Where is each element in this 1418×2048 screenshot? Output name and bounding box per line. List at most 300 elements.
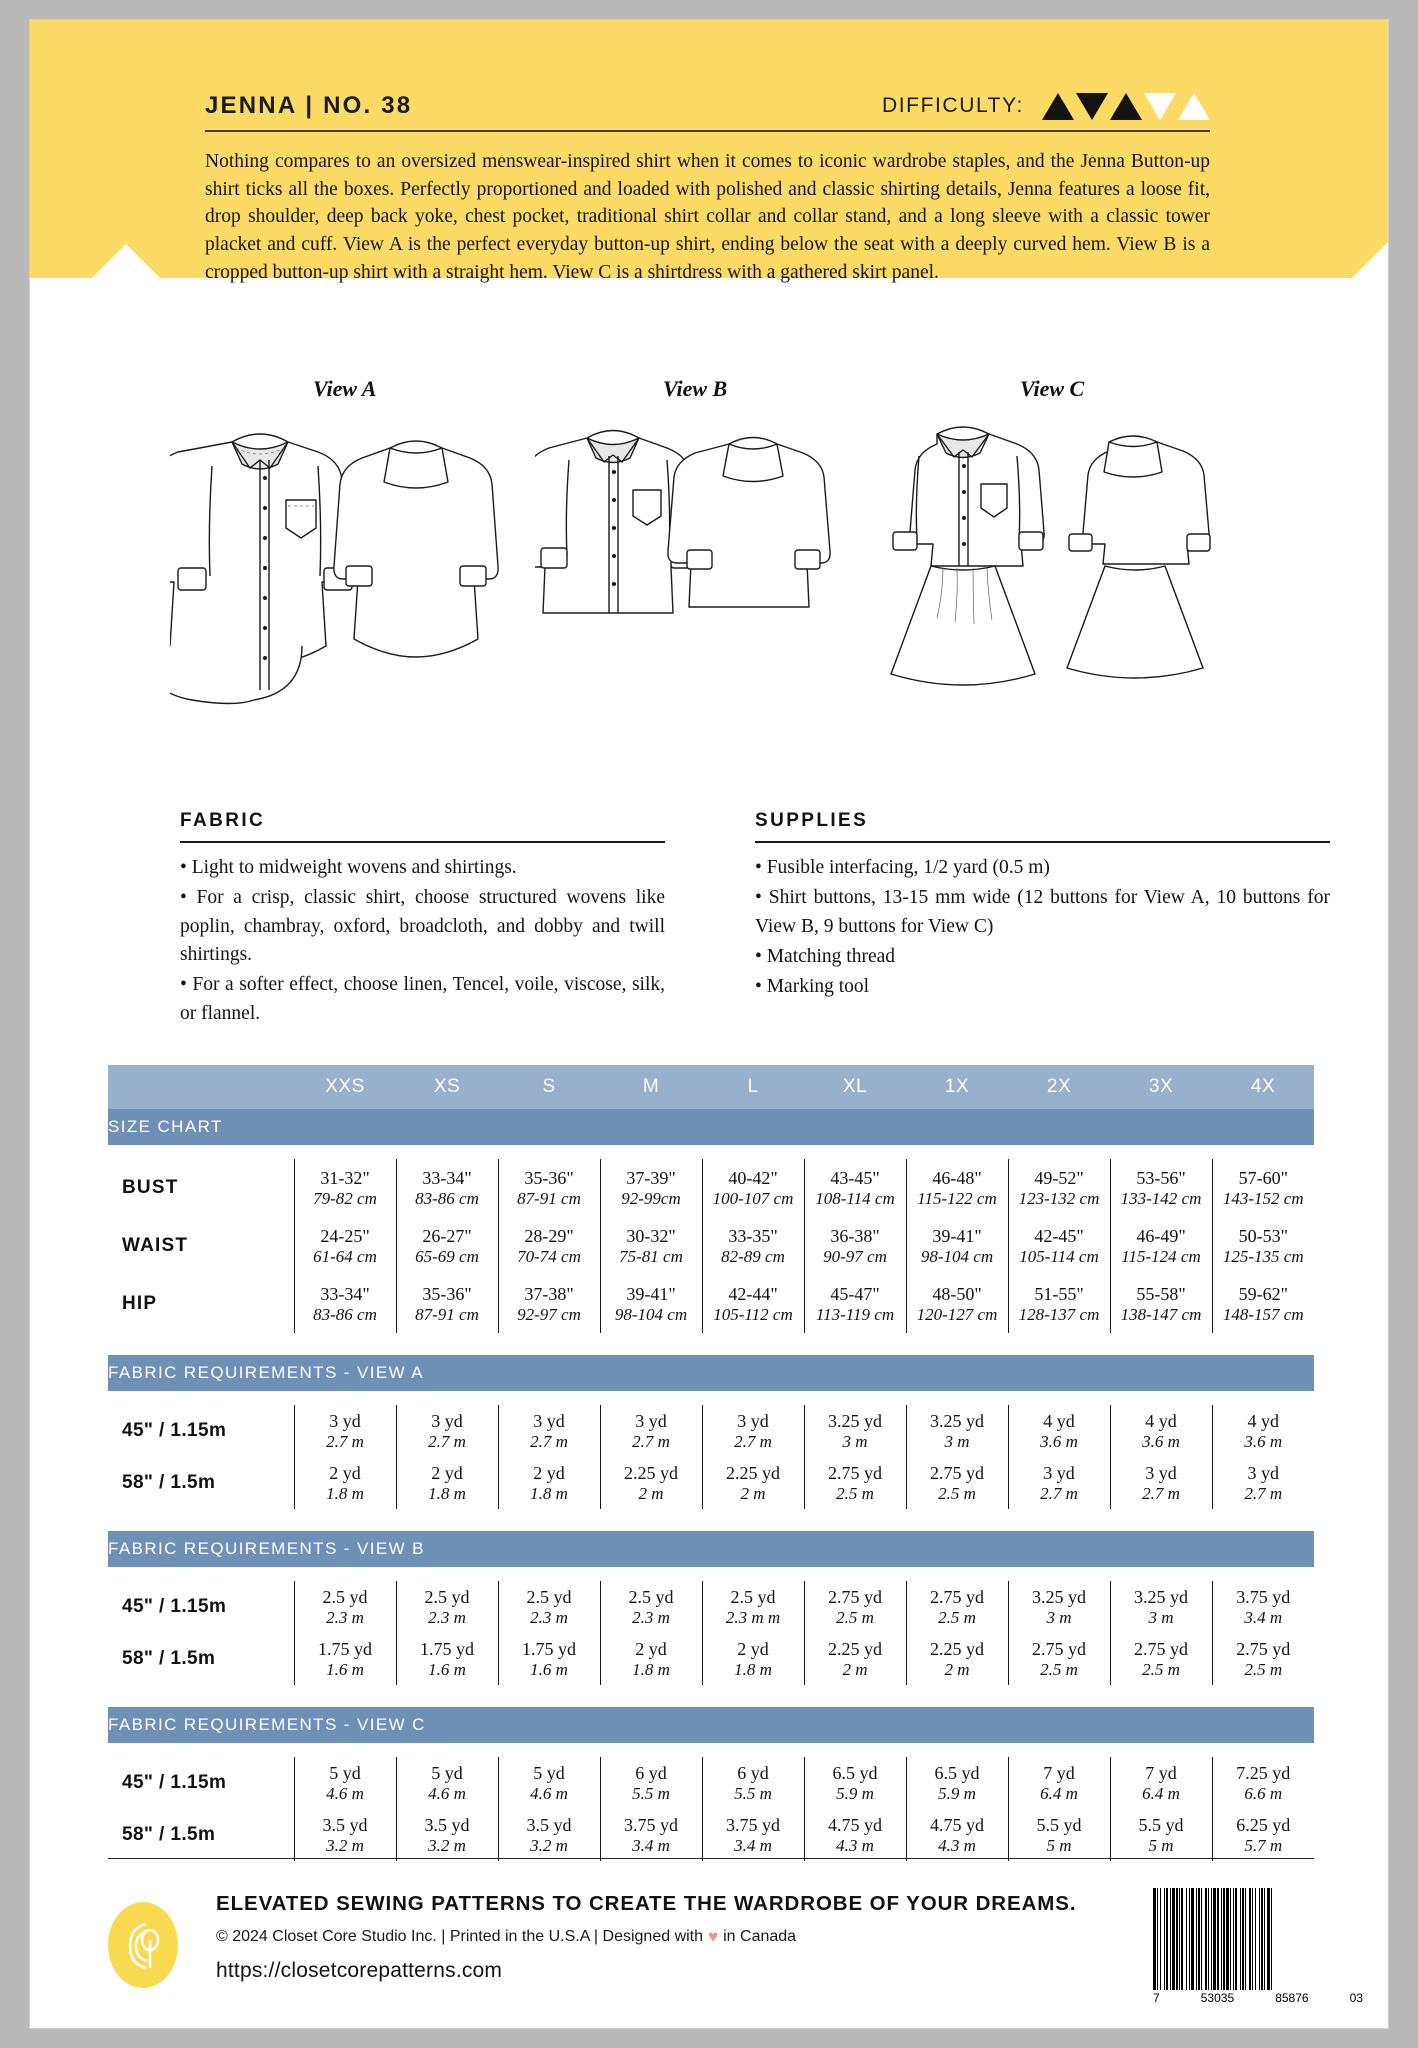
measurement-label: BUST	[108, 1159, 294, 1217]
yardage-cell	[600, 1457, 702, 1509]
value-cm: 105-114 cm	[1019, 1246, 1099, 1266]
view-a-band	[108, 1355, 1314, 1391]
yardage-cell	[294, 1457, 396, 1509]
yardage-cell	[804, 1405, 906, 1457]
value-yards: 6 yd	[737, 1762, 769, 1783]
yardage-cell	[906, 1809, 1008, 1861]
value-inches: 51-55"	[1034, 1283, 1084, 1304]
fabric-item: • Light to midweight wovens and shirtings.	[180, 856, 517, 878]
value-inches: 33-35"	[728, 1225, 778, 1246]
yardage-cell	[294, 1809, 396, 1861]
barcode	[1153, 1888, 1363, 2005]
view-c-label: View C	[1020, 376, 1085, 401]
value-inches: 46-48"	[932, 1167, 982, 1188]
value-meters: 1.6 m	[428, 1659, 466, 1679]
value-yards: 1.75 yd	[318, 1638, 372, 1659]
value-meters: 6.6 m	[1244, 1783, 1283, 1803]
yardage-cell	[294, 1633, 396, 1685]
value-meters: 1.8 m	[428, 1483, 466, 1503]
triangle-down-empty-4	[1144, 93, 1176, 120]
value-inches: 39-41"	[626, 1283, 676, 1304]
measurement-cell	[294, 1275, 396, 1333]
value-meters: 2.7 m	[326, 1431, 364, 1451]
measurement-cell	[804, 1217, 906, 1275]
view-a-illustration	[170, 408, 500, 708]
value-meters: 2.3 m	[326, 1607, 364, 1627]
value-meters: 3.2 m	[530, 1835, 568, 1855]
barcode-digit-right: 03	[1349, 1991, 1363, 2005]
fabric-width-label: 58" / 1.5m	[108, 1457, 294, 1509]
value-meters: 3.2 m	[326, 1835, 364, 1855]
yardage-cell	[1212, 1633, 1314, 1685]
value-inches: 59-62"	[1238, 1283, 1288, 1304]
footer-divider	[108, 1858, 1314, 1859]
value-meters: 2 m	[740, 1483, 766, 1503]
measurement-cell	[1110, 1159, 1212, 1217]
value-yards: 2.75 yd	[828, 1462, 882, 1483]
website-url[interactable]: https://closetcorepatterns.com	[216, 1959, 503, 1982]
value-meters: 2.7 m	[632, 1431, 670, 1451]
value-cm: 90-97 cm	[823, 1246, 887, 1266]
value-cm: 65-69 cm	[415, 1246, 479, 1266]
value-meters: 6.4 m	[1142, 1783, 1180, 1803]
yardage-cell	[804, 1809, 906, 1861]
yardage-cell	[906, 1633, 1008, 1685]
page-title: JENNA | NO. 38	[205, 92, 413, 119]
measurement-cell	[498, 1159, 600, 1217]
table-row	[108, 1809, 1314, 1861]
barcode-digit-mid2: 85876	[1275, 1991, 1309, 2005]
table-row	[108, 1757, 1314, 1809]
value-yards: 7 yd	[1145, 1762, 1177, 1783]
value-meters: 3.2 m	[428, 1835, 466, 1855]
value-yards: 1.75 yd	[522, 1638, 576, 1659]
value-meters: 3 m	[944, 1431, 970, 1451]
value-yards: 3.25 yd	[930, 1410, 984, 1431]
value-cm: 75-81 cm	[619, 1246, 683, 1266]
technical-drawings	[30, 360, 1388, 790]
copyright-suffix: in Canada	[723, 1928, 797, 1945]
yardage-cell	[804, 1757, 906, 1809]
pattern-description: Nothing compares to an oversized menswear-inspired shirt when it comes to iconic wardrobe staples, and the Jenna Button-up shirt ticks all the boxes. Perfectly proportioned and loaded with polished and classic shirting details, Jenna features a loose fit, drop shoulder, deep back yoke, chest pocket, traditional shirt collar and collar stand, and a long sleeve with a classic tower placket and cuff. View A is the perfect everyday button-up shirt, ending below the seat with a deeply curved hem. View B is a cropped button-up shirt with a straight hem. View C is a shirtdress with a gathered skirt panel.	[205, 151, 1210, 283]
barcode-digit-mid1: 53035	[1200, 1991, 1235, 2005]
value-meters: 3.6 m	[1244, 1431, 1283, 1451]
value-yards: 2.25 yd	[930, 1638, 984, 1659]
yardage-cell	[600, 1757, 702, 1809]
value-yards: 2 yd	[533, 1462, 565, 1483]
value-yards: 3 yd	[533, 1410, 565, 1431]
value-meters: 3.4 m	[1244, 1607, 1283, 1627]
value-inches: 30-32"	[626, 1225, 676, 1246]
value-meters: 2.7 m	[530, 1431, 568, 1451]
value-cm: 82-89 cm	[721, 1246, 785, 1266]
size-header-xxs: XXS	[294, 1065, 396, 1109]
measurement-cell	[498, 1275, 600, 1333]
yardage-cell	[804, 1581, 906, 1633]
difficulty-label: DIFFICULTY:	[881, 94, 1024, 117]
value-yards: 3 yd	[1247, 1462, 1279, 1483]
value-meters: 4.3 m	[938, 1835, 976, 1855]
header-row	[205, 92, 1210, 120]
value-yards: 2.5 yd	[730, 1586, 776, 1607]
size-chart-band	[108, 1109, 1314, 1145]
value-yards: 3.5 yd	[424, 1814, 470, 1835]
copyright-text: © 2024 Closet Core Studio Inc. | Printed in the U.S.A | Designed with	[216, 1928, 704, 1945]
table-row	[108, 1405, 1314, 1457]
value-yards: 2.75 yd	[1134, 1638, 1188, 1659]
value-meters: 2.5 m	[1244, 1659, 1283, 1679]
value-meters: 2.3 m	[632, 1607, 670, 1627]
measurement-cell	[396, 1275, 498, 1333]
measurement-cell	[804, 1275, 906, 1333]
value-cm: 138-147 cm	[1120, 1304, 1202, 1324]
value-cm: 123-132 cm	[1018, 1188, 1100, 1208]
value-yards: 2.5 yd	[424, 1586, 470, 1607]
yardage-cell	[396, 1757, 498, 1809]
value-inches: 46-49"	[1136, 1225, 1186, 1246]
barcode-digit-left: 7	[1153, 1991, 1160, 2005]
value-yards: 2.5 yd	[628, 1586, 674, 1607]
value-meters: 2.3 m m	[725, 1607, 781, 1627]
size-header-xs: XS	[396, 1065, 498, 1109]
yardage-cell	[498, 1809, 600, 1861]
measurement-cell	[294, 1159, 396, 1217]
row-spacer	[108, 1567, 1314, 1581]
value-meters: 2.7 m	[428, 1431, 466, 1451]
measurement-cell	[1212, 1159, 1314, 1217]
value-cm: 120-127 cm	[916, 1304, 998, 1324]
measurement-cell	[1110, 1217, 1212, 1275]
value-inches: 33-34"	[422, 1167, 472, 1188]
value-meters: 5.9 m	[836, 1783, 874, 1803]
view-a-band-label: FABRIC REQUIREMENTS - VIEW A	[108, 1355, 1314, 1391]
yardage-cell	[1008, 1405, 1110, 1457]
yardage-cell	[702, 1757, 804, 1809]
yardage-cell	[1212, 1809, 1314, 1861]
measurement-cell	[294, 1217, 396, 1275]
yardage-cell	[906, 1757, 1008, 1809]
yardage-cell	[1212, 1757, 1314, 1809]
measurement-cell	[600, 1217, 702, 1275]
value-yards: 7 yd	[1043, 1762, 1075, 1783]
supplies-item: • Fusible interfacing, 1/2 yard (0.5 m)	[755, 856, 1050, 878]
value-inches: 55-58"	[1136, 1283, 1186, 1304]
value-meters: 2 m	[638, 1483, 664, 1503]
value-meters: 2 m	[944, 1659, 970, 1679]
measurement-cell	[702, 1217, 804, 1275]
yardage-cell	[498, 1457, 600, 1509]
value-meters: 2 m	[842, 1659, 868, 1679]
yardage-cell	[396, 1405, 498, 1457]
supplies-list	[755, 854, 1330, 1002]
value-meters: 2.5 m	[836, 1607, 874, 1627]
yardage-cell	[804, 1633, 906, 1685]
value-meters: 3 m	[1046, 1607, 1072, 1627]
measurement-cell	[498, 1217, 600, 1275]
value-meters: 5.5 m	[734, 1783, 772, 1803]
value-yards: 2.75 yd	[930, 1586, 984, 1607]
yardage-cell	[702, 1581, 804, 1633]
value-cm: 87-91 cm	[415, 1304, 479, 1324]
value-yards: 2.75 yd	[1236, 1638, 1291, 1659]
value-inches: 35-36"	[524, 1167, 574, 1188]
measurement-cell	[1212, 1217, 1314, 1275]
yardage-cell	[1110, 1457, 1212, 1509]
value-meters: 3 m	[1148, 1607, 1174, 1627]
value-yards: 2.5 yd	[322, 1586, 368, 1607]
value-inches: 42-44"	[728, 1283, 778, 1304]
value-inches: 31-32"	[320, 1167, 370, 1188]
table-row	[108, 1633, 1314, 1685]
value-yards: 6.5 yd	[934, 1762, 980, 1783]
value-cm: 79-82 cm	[313, 1188, 377, 1208]
yardage-cell	[1110, 1809, 1212, 1861]
value-meters: 5 m	[1148, 1835, 1174, 1855]
yardage-cell	[498, 1581, 600, 1633]
pattern-envelope-back	[30, 20, 1388, 2028]
measurement-cell	[906, 1275, 1008, 1333]
value-yards: 3 yd	[329, 1410, 361, 1431]
value-meters: 2.7 m	[1244, 1483, 1283, 1503]
value-yards: 3 yd	[1043, 1462, 1075, 1483]
value-yards: 2.25 yd	[624, 1462, 678, 1483]
value-cm: 83-86 cm	[313, 1304, 377, 1324]
yardage-cell	[702, 1405, 804, 1457]
triangle-up-empty-5	[1178, 93, 1210, 120]
value-meters: 1.8 m	[632, 1659, 670, 1679]
value-yards: 1.75 yd	[420, 1638, 474, 1659]
size-header-3x: 3X	[1110, 1065, 1212, 1109]
value-yards: 3.25 yd	[1134, 1586, 1188, 1607]
value-meters: 3 m	[842, 1431, 868, 1451]
value-yards: 4 yd	[1247, 1410, 1279, 1431]
yardage-cell	[1110, 1581, 1212, 1633]
yardage-cell	[396, 1809, 498, 1861]
value-inches: 50-53"	[1238, 1225, 1288, 1246]
value-cm: 70-74 cm	[517, 1246, 581, 1266]
row-spacer	[108, 1685, 1314, 1707]
value-yards: 2 yd	[329, 1462, 361, 1483]
measurement-cell	[396, 1217, 498, 1275]
value-meters: 2.7 m	[1040, 1483, 1078, 1503]
tagline: ELEVATED SEWING PATTERNS TO CREATE THE WARDROBE OF YOUR DREAMS.	[216, 1892, 1077, 1915]
value-inches: 57-60"	[1238, 1167, 1288, 1188]
fabric-item: • For a crisp, classic shirt, choose structured wovens like poplin, chambray, oxford, broadcloth, and dobby and twill shirtings.	[180, 887, 665, 965]
value-inches: 42-45"	[1034, 1225, 1084, 1246]
value-yards: 3.75 yd	[726, 1814, 780, 1835]
value-yards: 5.5 yd	[1138, 1814, 1184, 1835]
fabric-width-label: 58" / 1.5m	[108, 1809, 294, 1861]
yardage-cell	[702, 1457, 804, 1509]
yardage-cell	[396, 1633, 498, 1685]
value-yards: 2.5 yd	[526, 1586, 572, 1607]
table-row	[108, 1217, 1314, 1275]
measurement-cell	[600, 1275, 702, 1333]
header-banner	[30, 20, 1388, 300]
supplies-column	[755, 810, 1330, 1004]
view-b-band	[108, 1531, 1314, 1567]
yardage-cell	[498, 1633, 600, 1685]
value-yards: 2.75 yd	[828, 1586, 882, 1607]
footer	[108, 1892, 1363, 2022]
yardage-cell	[1008, 1757, 1110, 1809]
yardage-cell	[1110, 1633, 1212, 1685]
measurement-cell	[1008, 1217, 1110, 1275]
supplies-item: • Shirt buttons, 13-15 mm wide (12 buttons for View A, 10 buttons for View B, 9 buttons for View C)	[755, 887, 1330, 937]
value-cm: 133-142 cm	[1120, 1188, 1202, 1208]
value-meters: 4.6 m	[428, 1783, 466, 1803]
value-cm: 61-64 cm	[313, 1246, 377, 1266]
measurement-cell	[1212, 1275, 1314, 1333]
copyright-line	[216, 1927, 1076, 1947]
value-meters: 2.5 m	[938, 1607, 976, 1627]
supplies-divider	[755, 841, 1330, 843]
value-yards: 3.75 yd	[624, 1814, 678, 1835]
supplies-heading: SUPPLIES	[755, 810, 869, 831]
value-yards: 3.25 yd	[828, 1410, 882, 1431]
value-meters: 6.4 m	[1040, 1783, 1078, 1803]
yardage-cell	[1008, 1633, 1110, 1685]
value-meters: 2.3 m	[530, 1607, 568, 1627]
size-header-s: S	[498, 1065, 600, 1109]
value-meters: 5 m	[1046, 1835, 1072, 1855]
yardage-cell	[498, 1405, 600, 1457]
value-meters: 5.9 m	[938, 1783, 976, 1803]
value-meters: 1.8 m	[326, 1483, 364, 1503]
value-meters: 4.6 m	[530, 1783, 568, 1803]
value-yards: 2.75 yd	[1032, 1638, 1086, 1659]
table-row	[108, 1275, 1314, 1333]
yardage-cell	[396, 1581, 498, 1633]
value-yards: 3 yd	[1145, 1462, 1177, 1483]
value-inches: 37-38"	[524, 1283, 574, 1304]
value-meters: 4.6 m	[326, 1783, 364, 1803]
yardage-cell	[1008, 1457, 1110, 1509]
value-meters: 2.5 m	[1040, 1659, 1078, 1679]
row-spacer	[108, 1743, 1314, 1757]
supplies-item: • Matching thread	[755, 946, 896, 967]
barcode-digits	[1153, 1991, 1363, 2005]
yardage-cell	[600, 1581, 702, 1633]
value-inches: 49-52"	[1034, 1167, 1084, 1188]
header-divider	[205, 130, 1210, 132]
measurement-cell	[906, 1159, 1008, 1217]
fabric-item: • For a softer effect, choose linen, Tencel, voile, viscose, silk, or flannel.	[180, 974, 665, 1024]
size-header-2x: 2X	[1008, 1065, 1110, 1109]
value-meters: 4.3 m	[836, 1835, 874, 1855]
value-inches: 36-38"	[830, 1225, 880, 1246]
yardage-cell	[906, 1457, 1008, 1509]
value-meters: 3.4 m	[632, 1835, 670, 1855]
row-spacer	[108, 1333, 1314, 1355]
value-cm: 92-97 cm	[517, 1304, 581, 1324]
value-meters: 1.6 m	[530, 1659, 568, 1679]
measurement-cell	[1008, 1159, 1110, 1217]
value-inches: 28-29"	[524, 1225, 574, 1246]
value-inches: 39-41"	[932, 1225, 982, 1246]
table-row	[108, 1159, 1314, 1217]
value-meters: 3.4 m	[734, 1835, 772, 1855]
value-yards: 2 yd	[635, 1638, 667, 1659]
yardage-cell	[702, 1633, 804, 1685]
yardage-cell	[294, 1405, 396, 1457]
yardage-cell	[1008, 1581, 1110, 1633]
value-yards: 5 yd	[533, 1762, 565, 1783]
value-cm: 115-122 cm	[917, 1188, 997, 1208]
value-cm: 83-86 cm	[415, 1188, 479, 1208]
yardage-cell	[1008, 1809, 1110, 1861]
value-cm: 148-157 cm	[1222, 1304, 1304, 1324]
value-inches: 33-34"	[320, 1283, 370, 1304]
value-cm: 108-114 cm	[815, 1188, 895, 1208]
yardage-cell	[804, 1457, 906, 1509]
footer-text-block	[216, 1892, 1076, 1983]
value-cm: 143-152 cm	[1222, 1188, 1304, 1208]
value-yards: 4 yd	[1043, 1410, 1075, 1431]
value-inches: 24-25"	[320, 1225, 370, 1246]
value-inches: 48-50"	[932, 1283, 982, 1304]
size-header-row	[108, 1065, 1314, 1109]
value-cm: 98-104 cm	[614, 1304, 688, 1324]
value-cm: 125-135 cm	[1222, 1246, 1304, 1266]
value-yards: 3 yd	[635, 1410, 667, 1431]
value-inches: 37-39"	[626, 1167, 676, 1188]
value-inches: 26-27"	[422, 1225, 472, 1246]
size-header-1x: 1X	[906, 1065, 1008, 1109]
value-cm: 113-119 cm	[815, 1304, 895, 1324]
fabric-width-label: 45" / 1.15m	[108, 1405, 294, 1457]
measurement-label: WAIST	[108, 1217, 294, 1275]
value-meters: 2.5 m	[938, 1483, 976, 1503]
value-yards: 5 yd	[431, 1762, 463, 1783]
value-cm: 105-112 cm	[713, 1304, 793, 1324]
difficulty-meter	[882, 93, 1210, 120]
view-b-band-label: FABRIC REQUIREMENTS - VIEW B	[108, 1531, 1314, 1567]
yardage-cell	[498, 1757, 600, 1809]
value-inches: 40-42"	[728, 1167, 778, 1188]
row-spacer	[108, 1509, 1314, 1531]
value-meters: 1.8 m	[734, 1659, 772, 1679]
value-yards: 3.5 yd	[322, 1814, 368, 1835]
view-c-band	[108, 1707, 1314, 1743]
value-yards: 4 yd	[1145, 1410, 1177, 1431]
view-b-label: View B	[663, 376, 728, 401]
size-header-m: M	[600, 1065, 702, 1109]
table-row	[108, 1581, 1314, 1633]
yardage-cell	[600, 1633, 702, 1685]
yardage-cell	[906, 1581, 1008, 1633]
value-yards: 6 yd	[635, 1762, 667, 1783]
value-inches: 35-36"	[422, 1283, 472, 1304]
measurement-cell	[702, 1159, 804, 1217]
yardage-cell	[294, 1581, 396, 1633]
measurement-cell	[1008, 1275, 1110, 1333]
value-yards: 6.5 yd	[832, 1762, 878, 1783]
size-header-l: L	[702, 1065, 804, 1109]
size-chart-band-label: SIZE CHART	[108, 1109, 1314, 1145]
value-meters: 2.7 m	[734, 1431, 772, 1451]
size-header-spacer	[108, 1065, 294, 1109]
view-c-band-label: FABRIC REQUIREMENTS - VIEW C	[108, 1707, 1314, 1743]
yardage-cell	[702, 1809, 804, 1861]
yardage-cell	[1212, 1457, 1314, 1509]
yardage-cell	[1212, 1581, 1314, 1633]
size-header-xl: XL	[804, 1065, 906, 1109]
yardage-cell	[600, 1809, 702, 1861]
row-spacer	[108, 1391, 1314, 1405]
measurement-cell	[906, 1217, 1008, 1275]
yardage-grid	[108, 1065, 1314, 1861]
